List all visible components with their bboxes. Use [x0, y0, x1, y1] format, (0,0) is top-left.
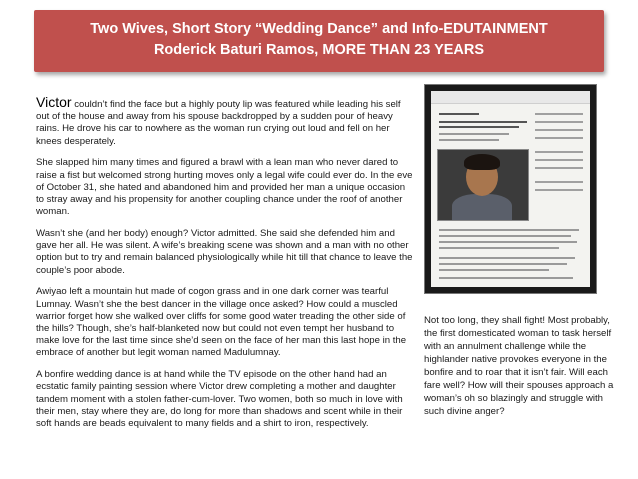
webpage-sidebar-line — [535, 189, 583, 191]
portrait-photo — [437, 149, 529, 221]
story-paragraph-1-text: couldn’t find the face but a highly pouty lip was featured while leading his self out of the house and away from his spouse backdropped by a sudden pour of heavy rains. He drove his car to nowhere as the woman run crying out loud and fell on her knees desperately. — [36, 99, 401, 147]
webpage-sidebar-line — [535, 181, 583, 183]
story-paragraph-5: A bonfire wedding dance is at hand while the TV episode on the other hand had an ecstatic family painting session where Victor drew completing a mother and daughter tandem moment with a stolen father-cum-lover. Two women, both so much in love with their men, stay where they are, do long for more than shadows and scent while in their soft hands are beads equivalent to many fields and a shirt to iron, respectively. — [36, 369, 403, 430]
story-paragraph-4: Awiyao left a mountain hut made of cogon grass and in one dark corner was tearful Lumnay. Wasn’t she the best dancer in the village once asked? How could a muscled warrior forget how she walked over cliffs for some good water treading the other side of the hills? Though, she’s half-blanketed now but could not even tempt her husband to make love for the last time since she’d seen on the face of her man this last hope in the embrace of another but legit woman named Madulumnay. — [36, 286, 407, 359]
title-line-2: Roderick Baturi Ramos, MORE THAN 23 YEARS — [153, 42, 485, 58]
webpage-sidebar-line — [535, 167, 583, 169]
webpage-line — [439, 263, 567, 265]
webpage-line — [439, 121, 527, 123]
webpage-line — [439, 133, 509, 135]
story-paragraph-1 — [36, 96, 414, 148]
story-text — [36, 96, 414, 440]
webpage-line — [439, 257, 575, 259]
sidebar-text: Not too long, they shall fight! Most probably, the first domesticated woman to task herself with an annulment challenge while the highlander native provokes everyone in the bonfire and to roar that it isn’t fair. Will each fare well? How will their spouses approach a woman’s oh so blazingly and struggle with such divine anger? — [424, 315, 614, 417]
webpage-header — [431, 91, 590, 104]
webpage-sidebar-line — [535, 137, 583, 139]
title-banner — [34, 10, 604, 72]
webpage-line — [439, 113, 479, 115]
portrait-body — [452, 194, 512, 221]
story-paragraph-3: Wasn’t she (and her body) enough? Victor admitted. She said she defended him and gave her all. He was silent. A wife’s breaking scene was shown and a man with no other option but to try and remain balanced physiologically while hit till that chance to leave the couple’s poor abode. — [36, 228, 413, 276]
webpage-line — [439, 247, 559, 249]
webpage-line — [439, 229, 579, 231]
webpage-line — [439, 269, 549, 271]
webpage-line — [439, 139, 499, 141]
webpage-sidebar-line — [535, 129, 583, 131]
webpage-sidebar-line — [535, 113, 583, 115]
webpage-line — [439, 241, 577, 243]
webpage-line — [439, 126, 519, 128]
webpage-line — [439, 277, 573, 279]
title-line-1: Two Wives, Short Story “Wedding Dance” and Info-EDUTAINMENT — [90, 21, 548, 37]
story-lead-word: Victor — [36, 94, 72, 110]
webpage-sidebar-line — [535, 159, 583, 161]
webpage-sidebar-line — [535, 151, 583, 153]
webpage-line — [439, 235, 571, 237]
story-paragraph-2: She slapped him many times and figured a brawl with a lean man who never dared to raise a fist but welcomed strong hurting moves only a legal wife could ever do. In the eve of October 31, she hated and abandoned him and provided her man a unique occasion to stray away and his propensity for another coupling chance under the roof of another woman. — [36, 157, 413, 218]
webpage-thumbnail — [431, 91, 590, 287]
screenshot-photo — [424, 84, 597, 294]
portrait-hair — [464, 154, 500, 170]
webpage-sidebar-line — [535, 121, 583, 123]
